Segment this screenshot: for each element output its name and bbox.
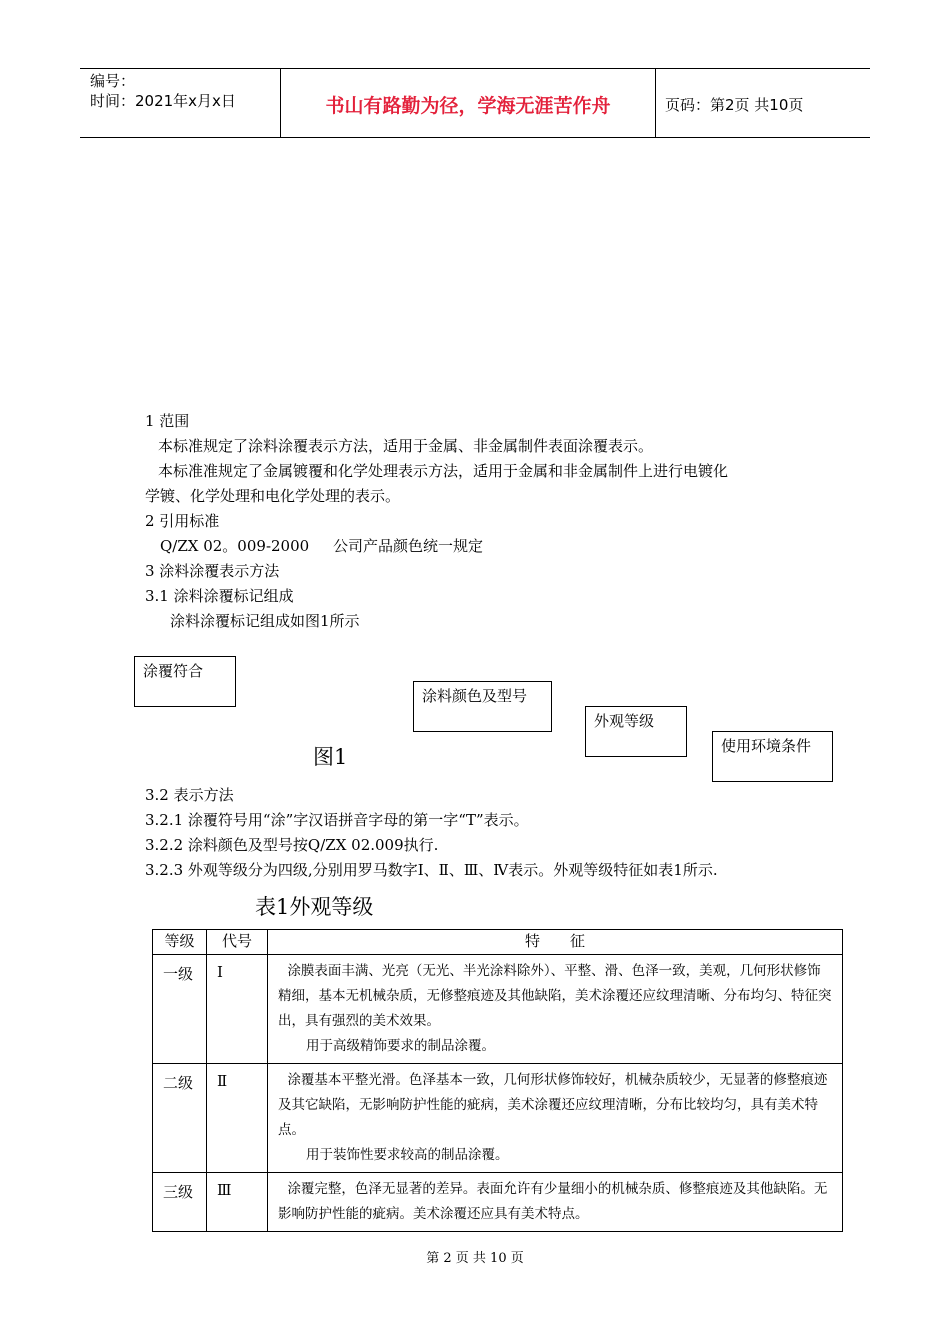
figure-box-environment: 使用环境条件	[712, 731, 833, 782]
header-time-label: 时间：2021年x月x日	[90, 92, 236, 110]
section-2-ref-code: Q/ZX 02。009-2000	[160, 537, 310, 555]
table-cell-code: Ⅱ	[207, 1064, 268, 1173]
table-cell-desc-text: 涂覆基本平整光滑。色泽基本一致，几何形状修饰较好，机械杂质较少，无显著的修整痕迹及其它缺陷，无影响防护性能的疵病，美术涂覆还应纹理清晰，分布比较均匀，具有美术特点。	[278, 1072, 828, 1138]
table-cell-use-text: 用于装饰性要求较高的制品涂覆。	[306, 1147, 509, 1163]
figure-box-color-model: 涂料颜色及型号	[413, 681, 552, 732]
section-1-title: 1 范围	[145, 412, 190, 430]
figure-box-appearance-grade: 外观等级	[585, 706, 687, 757]
section-3-2-title: 3.2 表示方法	[145, 786, 234, 804]
section-3-1-text: 涂料涂覆标记组成如图1所示	[170, 612, 360, 630]
header-divider	[655, 69, 656, 137]
table-cell-use-text: 用于高级精饰要求的制品涂覆。	[306, 1038, 495, 1054]
table-cell-desc-text: 涂覆完整，色泽无显著的差异。表面允许有少量细小的机械杂质、修整痕迹及其他缺陷。无影响防护性能的疵病。美术涂覆还应具有美术特点。	[278, 1181, 828, 1222]
table-cell-desc	[268, 1064, 843, 1173]
header-number-label: 编号：	[90, 72, 136, 90]
page-footer: 第 2 页 共 10 页	[426, 1251, 524, 1266]
header-motto: 书山有路勤为径，学海无涯苦作舟	[325, 95, 611, 117]
section-3-title: 3 涂料涂覆表示方法	[145, 562, 280, 580]
table-header-level: 等级	[153, 930, 207, 955]
section-2-ref-name: 公司产品颜色统一规定	[333, 537, 484, 555]
section-1-para-2a: 本标准准规定了金属镀覆和化学处理表示方法，适用于金属和非金属制件上进行电镀化	[158, 462, 729, 480]
table-header-row	[153, 930, 843, 955]
section-1-para-2b: 学镀、化学处理和电化学处理的表示。	[145, 487, 401, 505]
section-3-2-3: 3.2.3 外观等级分为四级,分别用罗马数字Ⅰ、Ⅱ、Ⅲ、Ⅳ表示。外观等级特征如表1所示.	[145, 861, 718, 879]
table-header-feature: 特 征	[268, 930, 843, 955]
table-cell-level: 一级	[153, 955, 207, 1064]
table-cell-desc-text: 涂膜表面丰满、光亮（无光、半光涂料除外）、平整、滑、色泽一致，美观，几何形状修饰精细，基本无机械杂质，无修整痕迹及其他缺陷，美术涂覆还应纹理清晰、分布均匀、特征突出，具有强烈的美术效果。	[278, 963, 832, 1029]
header-meta	[90, 71, 236, 111]
table-cell-code: Ⅰ	[207, 955, 268, 1064]
appearance-grade-table	[152, 929, 843, 1232]
section-3-2-2: 3.2.2 涂料颜色及型号按Q/ZX 02.009执行.	[145, 836, 439, 854]
figure-box-coating-symbol: 涂覆符合	[134, 656, 236, 707]
table-header-code: 代号	[207, 930, 268, 955]
table-row	[153, 1064, 843, 1173]
table-cell-desc	[268, 1173, 843, 1232]
figure-caption: 图1	[313, 745, 348, 769]
header-page-label: 页码：第2页 共10页	[665, 96, 804, 114]
section-3-1-title: 3.1 涂料涂覆标记组成	[145, 587, 294, 605]
table-cell-level: 三级	[153, 1173, 207, 1232]
section-1-para-1: 本标准规定了涂料涂覆表示方法，适用于金属、非金属制件表面涂覆表示。	[158, 437, 654, 455]
page-header	[80, 68, 870, 138]
table-cell-level: 二级	[153, 1064, 207, 1173]
section-3-2-1: 3.2.1 涂覆符号用“涂”字汉语拼音字母的第一字“T”表示。	[145, 811, 529, 829]
table-row	[153, 955, 843, 1064]
table-row	[153, 1173, 843, 1232]
table-cell-desc	[268, 955, 843, 1064]
table-cell-code: Ⅲ	[207, 1173, 268, 1232]
table-title: 表1外观等级	[255, 895, 374, 919]
section-2-title: 2 引用标准	[145, 512, 220, 530]
